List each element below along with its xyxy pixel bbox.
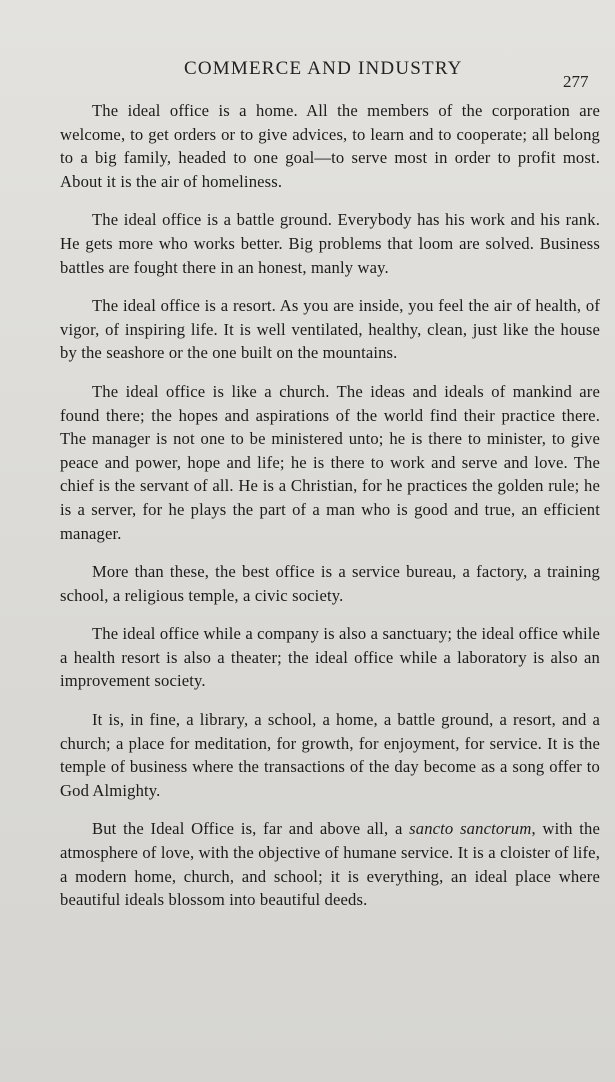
- paragraph-sancto-sanctorum: [60, 817, 600, 911]
- paragraph-church: The ideal office is like a church. The ideas and ideals of mankind are found there; the hopes and aspirations of the world find their practice there. The manager is not one to be ministered unto; he is there to minister, to give peace and power, hope and life; he is there to work and serve and love. The chief is the servant of all. He is a Christian, for he practices the golden rule; he is a server, for he plays the part of a man who is good and true, an efficient manager.: [60, 381, 600, 543]
- paragraph-in-fine: It is, in fine, a library, a school, a home, a battle ground, a resort, and a church; a place for meditation, for growth, for enjoyment, for service. It is the temple of business where the transactions of the day become as a song offer to God Almighty.: [60, 710, 600, 800]
- body-text: [60, 99, 600, 912]
- final-text-italic: sancto sanctorum: [409, 819, 532, 839]
- paragraph-resort: The ideal office is a resort. As you are inside, you feel the air of health, of vigor, of inspiring life. It is well ventilated, healthy, clean, just like the house by the seashore or the one built on the mountains.: [60, 296, 600, 363]
- running-head: [0, 58, 615, 91]
- running-title: COMMERCE AND INDUSTRY: [184, 58, 463, 79]
- paragraph-home: The ideal office is a home. All the members of the corporation are welcome, to get orders or to give advices, to learn and to cooperate; all belong to a big family, headed to one goal—to serve most in order to profit most. About it is the air of homeliness.: [60, 101, 600, 191]
- final-text-after: , with the atmosphere of love, with the objective of humane service. It is a cloister of life, a modern home, church, and school; it is everything, an ideal place where beautiful ideals blossom into beautiful deeds.: [60, 819, 601, 910]
- paragraph-sanctuary: The ideal office while a company is also a sanctuary; the ideal office while a health resort is also a theater; the ideal office while a laboratory is also an improvement society.: [60, 624, 600, 691]
- final-text-before: But the Ideal Office is, far and above all, a: [92, 819, 410, 839]
- paragraph-battle-ground: The ideal office is a battle ground. Everybody has his work and his rank. He gets more who works better. Big problems that loom are solved. Business battles are fought there in an honest, manly way.: [60, 210, 600, 277]
- paragraph-service-bureau: More than these, the best office is a service bureau, a factory, a training school, a religious temple, a civic society.: [60, 562, 600, 605]
- page-number: 277: [563, 72, 589, 91]
